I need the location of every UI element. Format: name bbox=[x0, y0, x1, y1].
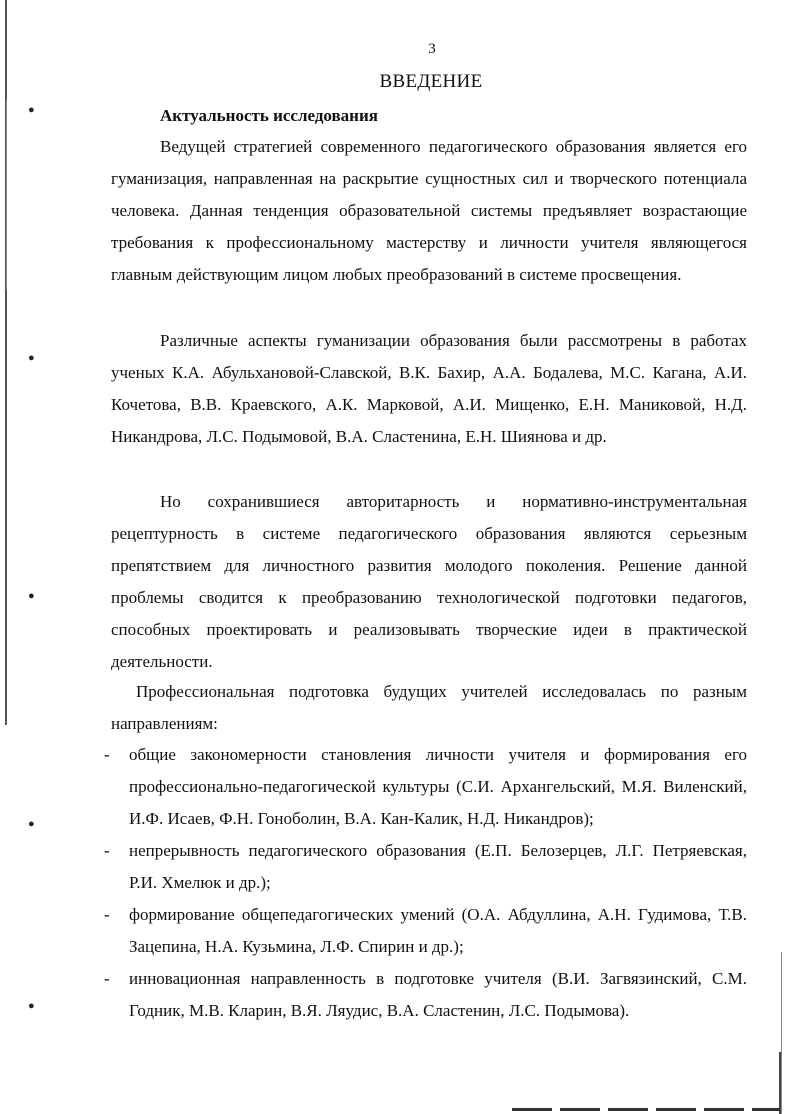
binding-hole-mark: ● bbox=[28, 352, 35, 364]
binding-hole-mark: ● bbox=[28, 818, 35, 830]
scan-bottom-strip bbox=[512, 1108, 780, 1111]
binding-hole-mark: ● bbox=[28, 1000, 35, 1012]
scan-left-edge-inner bbox=[6, 100, 7, 290]
list-item bbox=[104, 739, 747, 835]
binding-hole-mark: ● bbox=[28, 104, 35, 116]
list-item bbox=[104, 835, 747, 899]
paragraph-4: Профессиональная подготовка будущих учителей исследовалась по разным направлениям: bbox=[111, 682, 747, 733]
research-directions-list bbox=[104, 739, 747, 1027]
list-item-text: общие закономерности становления личности учителя и формирования его профессионально-педагогической культуры (С.И. Архангельский, М.Я. Виленский, И.Ф. Исаев, Ф.Н. Гоноболин, В.А. Кан-Калик, Н.Д. Никандров); bbox=[129, 745, 747, 828]
list-item-text: непрерывность педагогического образования (Е.П. Белозерцев, Л.Г. Петряевская, Р.И. Хмелюк и др.); bbox=[129, 841, 747, 892]
page-number: 3 bbox=[428, 41, 436, 57]
list-item-text: инновационная направленность в подготовке учителя (В.И. Загвязинский, С.М. Годник, М.В. Кларин, В.Я. Ляудис, В.А. Сластенин, Л.С. Подымова). bbox=[129, 969, 747, 1020]
section-heading: Актуальность исследования bbox=[160, 106, 378, 125]
binding-hole-mark: ● bbox=[28, 590, 35, 602]
list-item-text: формирование общепедагогических умений (О.А. Абдуллина, А.Н. Гудимова, Т.В. Зацепина, Н.А. Кузьмина, Л.Ф. Спирин и др.); bbox=[129, 905, 747, 956]
list-dash: - bbox=[104, 905, 110, 924]
paragraph-1: Ведущей стратегией современного педагогического образования является его гуманизация, направленная на раскрытие сущностных сил и творческого потенциала человека. Данная тенденция образовательной системы предъявляет возрастающие требования к профессиональному мастерству и личности учителя являющегося главным действующим лицом любых преобразований в системе просвещения. bbox=[111, 137, 747, 284]
page-title: ВВЕДЕНИЕ bbox=[379, 71, 483, 92]
list-dash: - bbox=[104, 745, 110, 764]
list-item bbox=[104, 899, 747, 963]
list-dash: - bbox=[104, 841, 110, 860]
list-item bbox=[104, 963, 747, 1027]
paragraph-2: Различные аспекты гуманизации образования были рассмотрены в работах ученых К.А. Абульхановой-Славской, В.К. Бахир, А.А. Бодалева, М.С. Кагана, А.И. Кочетова, В.В. Краевского, А.К. Марковой, А.И. Мищенко, Е.Н. Маниковой, Н.Д. Никандрова, Л.С. Подымовой, В.А. Сластенина, Е.Н. Шиянова и др. bbox=[111, 331, 747, 446]
list-dash: - bbox=[104, 969, 110, 988]
scan-right-edge-bottom bbox=[779, 1052, 781, 1114]
scan-right-edge bbox=[781, 952, 782, 1114]
paragraph-3: Но сохранившиеся авторитарность и нормативно-инструментальная рецептурность в системе педагогического образования являются серьезным препятствием для личностного развития молодого поколения. Решение данной проблемы сводится к преобразованию технологической подготовки педагогов, способных проектировать и реализовывать творческие идеи в практической деятельности. bbox=[111, 492, 747, 671]
